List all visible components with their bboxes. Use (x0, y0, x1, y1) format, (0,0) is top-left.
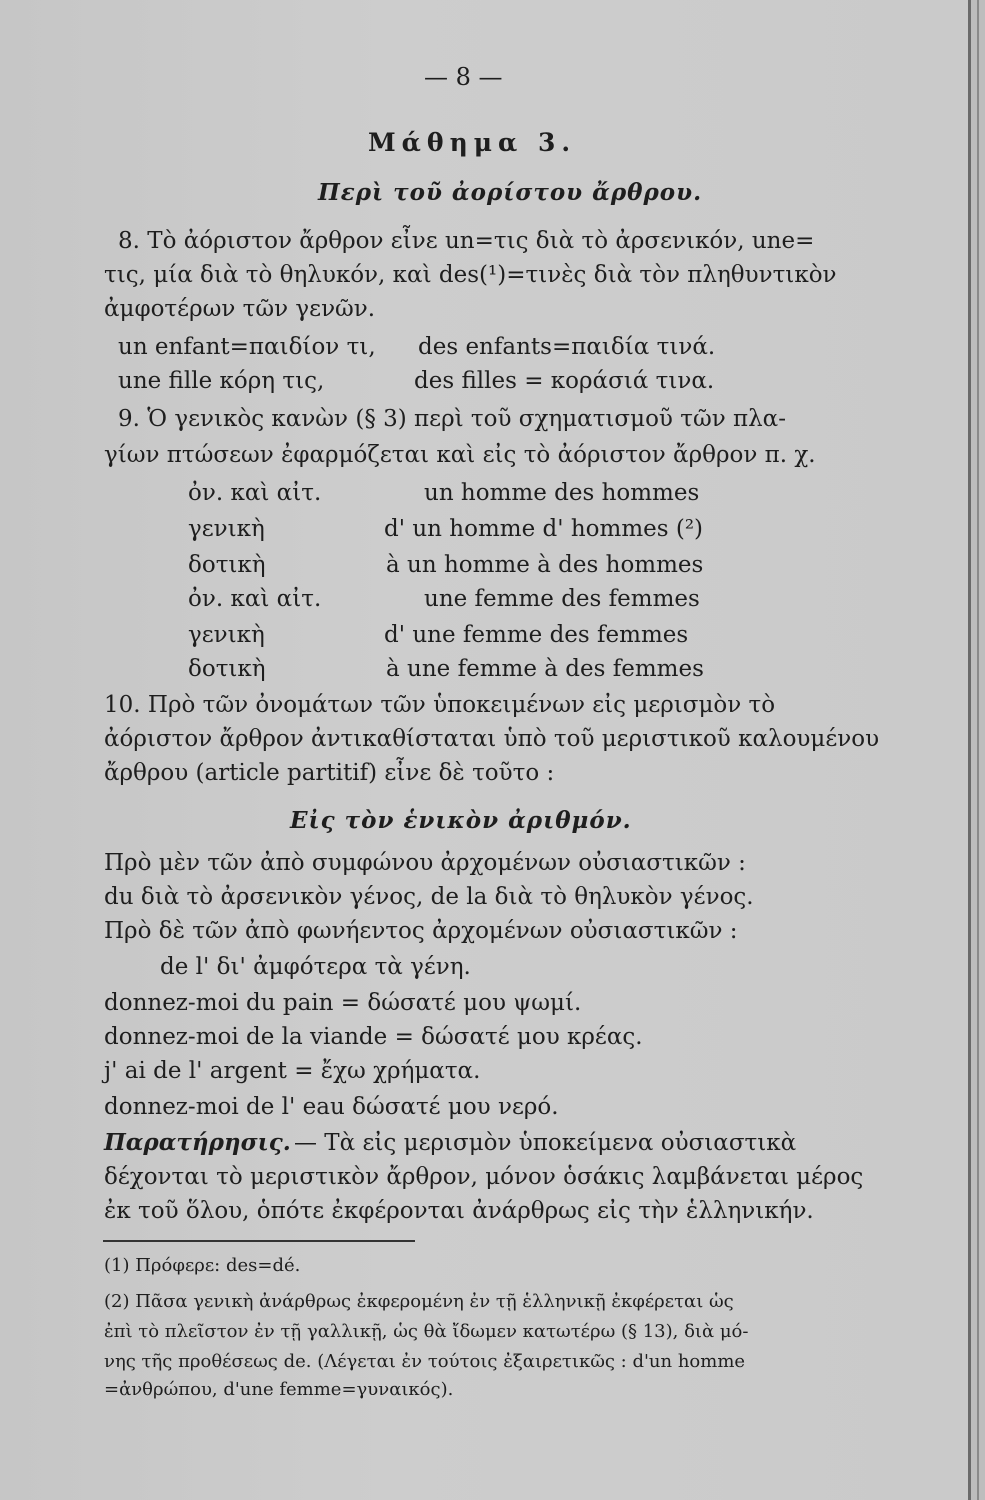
example-1-right: des enfants=παιδία τινά. (418, 334, 716, 360)
partitive-line-5: donnez-moi du pain = δώσατέ μου ψωμί. (104, 990, 582, 1016)
declension-case-3: δοτικὴ (188, 552, 266, 578)
declension-form-4: une femme des femmes (424, 586, 700, 612)
partitive-line-4: de l' δι' ἀμφότερα τὰ γένη. (160, 954, 471, 980)
partitive-line-2: du διὰ τὸ ἀρσενικὸν γένος, de la διὰ τὸ θηλυκὸν γένος. (104, 884, 754, 910)
example-1-left: un enfant=παιδίον τι, (118, 334, 376, 360)
page-number: — 8 — (424, 63, 503, 91)
declension-case-2: γενικὴ (188, 516, 265, 542)
declension-case-1: ὀν. καὶ αἰτ. (188, 480, 322, 506)
footnote-separator (103, 1240, 415, 1242)
section-9-line-2: γίων πτώσεων ἐφαρμόζεται καὶ εἰς τὸ ἀόριστον ἄρθρον π. χ. (104, 442, 816, 468)
footnote-2-line-3: νης τῆς προθέσεως de. (Λέγεται ἐν τούτοις ἐξαιρετικῶς : d'un homme (104, 1351, 746, 1372)
section-10-line-1: 10. Πρὸ τῶν ὀνομάτων τῶν ὑποκειμένων εἰς μερισμὸν τὸ (104, 692, 776, 718)
singular-heading: Εἰς τὸν ἑνικὸν ἀριθμόν. (290, 807, 632, 834)
example-2-right: des filles = κοράσιά τινα. (414, 368, 715, 394)
declension-case-4: ὀν. καὶ αἰτ. (188, 586, 322, 612)
section-10-line-3: ἄρθρου (article partitif) εἶνε δὲ τοῦτο : (104, 760, 555, 786)
section-8-line-2: τις, μία διὰ τὸ θηλυκόν, καὶ des(¹)=τινὲς διὰ τὸν πληθυντικὸν (104, 262, 837, 288)
declension-form-1: un homme des hommes (424, 480, 700, 506)
declension-form-3: à un homme à des hommes (386, 552, 704, 578)
declension-form-2: d' un homme d' hommes (²) (384, 516, 704, 542)
remark-line-3: ἐκ τοῦ ὅλου, ὁπότε ἐκφέρονται ἀνάρθρως εἰς τὴν ἑλληνικήν. (104, 1198, 814, 1224)
partitive-line-1: Πρὸ μὲν τῶν ἀπὸ συμφώνου ἀρχομένων οὐσιαστικῶν : (104, 850, 746, 876)
partitive-line-8: donnez-moi de l' eau δώσατέ μου νερό. (104, 1094, 559, 1120)
lesson-subtitle: Περὶ τοῦ ἀορίστου ἄρθρου. (318, 179, 703, 206)
partitive-line-3: Πρὸ δὲ τῶν ἀπὸ φωνήεντος ἀρχομένων οὐσιαστικῶν : (104, 918, 738, 944)
partitive-line-6: donnez-moi de la viande = δώσατέ μου κρέας. (104, 1024, 643, 1050)
declension-case-6: δοτικὴ (188, 656, 266, 682)
page-edge-line (977, 0, 979, 1500)
partitive-line-7: j' ai de l' argent = ἔχω χρήματα. (104, 1058, 481, 1084)
section-8-line-3: ἀμφοτέρων τῶν γενῶν. (104, 296, 376, 322)
declension-form-5: d' une femme des femmes (384, 622, 689, 648)
footnote-1: (1) Πρόφερε: des=dé. (104, 1255, 301, 1276)
section-9-line-1: 9. Ὁ γενικὸς κανὼν (§ 3) περὶ τοῦ σχηματισμοῦ τῶν πλα- (118, 406, 786, 432)
lesson-title: Μάθημα 3. (368, 128, 577, 157)
declension-case-5: γενικὴ (188, 622, 265, 648)
footnote-2-line-4: =ἀνθρώπου, d'une femme=γυναικός). (104, 1379, 454, 1400)
declension-form-6: à une femme à des femmes (386, 656, 704, 682)
section-10-line-2: ἀόριστον ἄρθρον ἀντικαθίσταται ὑπὸ τοῦ μεριστικοῦ καλουμένου (104, 726, 880, 752)
remark-label: Παρατήρησις. (104, 1129, 291, 1156)
example-2-left: une fille κόρη τις, (118, 368, 325, 394)
section-8-line-1: 8. Τὸ ἀόριστον ἄρθρον εἶνε un=τις διὰ τὸ ἀρσενικόν, une= (118, 228, 815, 254)
remark-line-1: — Τὰ εἰς μερισμὸν ὑποκείμενα οὐσιαστικὰ (294, 1130, 797, 1156)
footnote-2-line-2: ἐπὶ τὸ πλεῖστον ἐν τῇ γαλλικῇ, ὡς θὰ ἴδωμεν κατωτέρω (§ 13), διὰ μό- (104, 1321, 749, 1342)
footnote-2-line-1: (2) Πᾶσα γενικὴ ἀνάρθρως ἐκφερομένη ἐν τῇ ἑλληνικῇ ἐκφέρεται ὡς (104, 1291, 734, 1312)
remark-line-2: δέχονται τὸ μεριστικὸν ἄρθρον, μόνον ὁσάκις λαμβάνεται μέρος (104, 1164, 864, 1190)
